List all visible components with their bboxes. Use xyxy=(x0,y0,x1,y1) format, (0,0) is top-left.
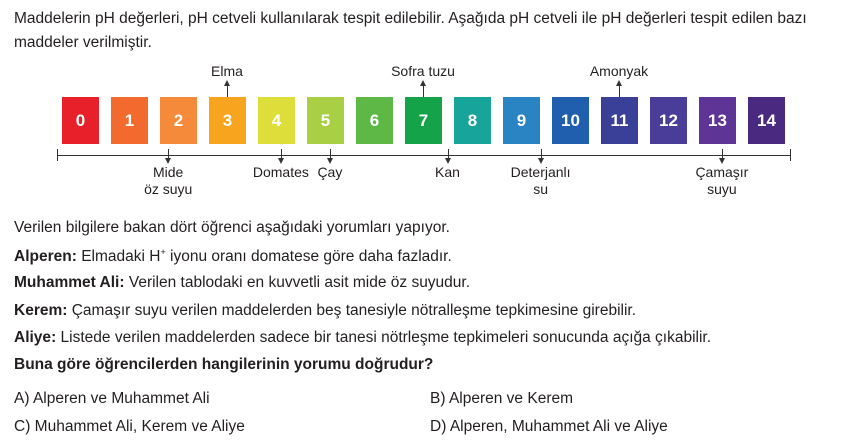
intro-text: Maddelerin pH değerleri, pH cetveli kullanılarak tespit edilebilir. Aşağıda pH cetveli ile pH değerleri tespit edilen bazı maddeler verilmiştir. xyxy=(14,10,807,51)
option-letter: B) xyxy=(430,390,446,407)
marker-label: Amonyak xyxy=(589,63,649,79)
marker-label: Kan xyxy=(435,164,460,180)
comment-text: Verilen tablodaki en kuvvetli asit mide öz suyudur. xyxy=(128,274,471,291)
arrow-stem xyxy=(423,85,424,97)
option-letter: D) xyxy=(430,418,447,435)
comment-text-post: iyonu oranı domatese göre daha fazladır. xyxy=(165,248,452,265)
ph-scale xyxy=(0,0,847,210)
commenter-name: Kerem xyxy=(14,302,63,319)
question-prompt: Buna göre öğrencilerden hangilerinin yorumu doğrudur? xyxy=(14,356,434,373)
ph-box-3: 3 xyxy=(209,97,246,144)
comment-alperen: Alperen: Elmadaki H+ iyonu oranı domatese göre daha fazladır. xyxy=(14,247,452,265)
marker-label: Çamaşır suyu xyxy=(695,164,749,197)
option-letter: C) xyxy=(14,418,31,435)
option-text: Muhammet Ali, Kerem ve Aliye xyxy=(34,418,245,435)
marker-label: Deterjanlı su xyxy=(510,164,571,197)
ph-box-12: 12 xyxy=(650,97,687,144)
option-text: Alperen, Muhammet Ali ve Aliye xyxy=(449,418,668,435)
marker-label: Elma xyxy=(211,63,243,79)
ph-box-7: 7 xyxy=(405,97,442,144)
option-a[interactable] xyxy=(14,390,210,408)
comment-kerem: Kerem: Çamaşır suyu verilen maddelerden beş tanesiyle nötralleşme tepkimesine girebilir. xyxy=(14,302,637,319)
ph-box-5: 5 xyxy=(307,97,344,144)
comment-muhammet-ali: Muhammet Ali: Verilen tablodaki en kuvvetli asit mide öz suyudur. xyxy=(14,274,471,291)
commenter-name: Alperen xyxy=(14,248,72,265)
ph-box-6: 6 xyxy=(356,97,393,144)
option-d[interactable] xyxy=(430,418,668,436)
axis-start-tick xyxy=(57,149,58,161)
ph-box-0: 0 xyxy=(62,97,99,144)
commenter-name: Muhammet Ali xyxy=(14,274,120,291)
ph-box-1: 1 xyxy=(111,97,148,144)
comment-text-pre: Elmadaki H xyxy=(81,248,161,265)
comment-text: Çamaşır suyu verilen maddelerden beş tanesiyle nötralleşme tepkimesine girebilir. xyxy=(71,302,637,319)
arrow-stem xyxy=(227,85,228,97)
superscript-charge: + xyxy=(160,247,166,257)
marker-label: Sofra tuzu xyxy=(391,63,455,79)
marker-label: Mide öz suyu xyxy=(144,164,193,197)
commenter-name: Aliye xyxy=(14,329,52,346)
option-text: Alperen ve Muhammet Ali xyxy=(32,390,210,407)
ph-box-13: 13 xyxy=(699,97,736,144)
marker-label: Domates xyxy=(252,164,309,180)
ph-axis-line xyxy=(57,155,790,156)
ph-box-10: 10 xyxy=(552,97,589,144)
arrow-stem xyxy=(619,85,620,97)
ph-box-9: 9 xyxy=(503,97,540,144)
marker-label: Çay xyxy=(317,164,343,180)
option-text: Alperen ve Kerem xyxy=(448,390,574,407)
comment-aliye: Aliye: Listede verilen maddelerden sadece bir tanesi nötrleşme tepkimeleri sonucunda açığa çıkabilir. xyxy=(14,329,712,346)
ph-box-8: 8 xyxy=(454,97,491,144)
comment-text: Listede verilen maddelerden sadece bir tanesi nötrleşme tepkimeleri sonucunda açığa çıkabilir. xyxy=(60,329,712,346)
ph-box-11: 11 xyxy=(601,97,638,144)
option-b[interactable] xyxy=(430,390,573,408)
axis-end-tick xyxy=(790,149,791,161)
option-c[interactable] xyxy=(14,418,245,436)
option-letter: A) xyxy=(14,390,30,407)
ph-box-2: 2 xyxy=(160,97,197,144)
ph-box-14: 14 xyxy=(748,97,785,144)
question-lead: Verilen bilgilere bakan dört öğrenci aşağıdaki yorumları yapıyor. xyxy=(14,219,450,236)
ph-box-4: 4 xyxy=(258,97,295,144)
